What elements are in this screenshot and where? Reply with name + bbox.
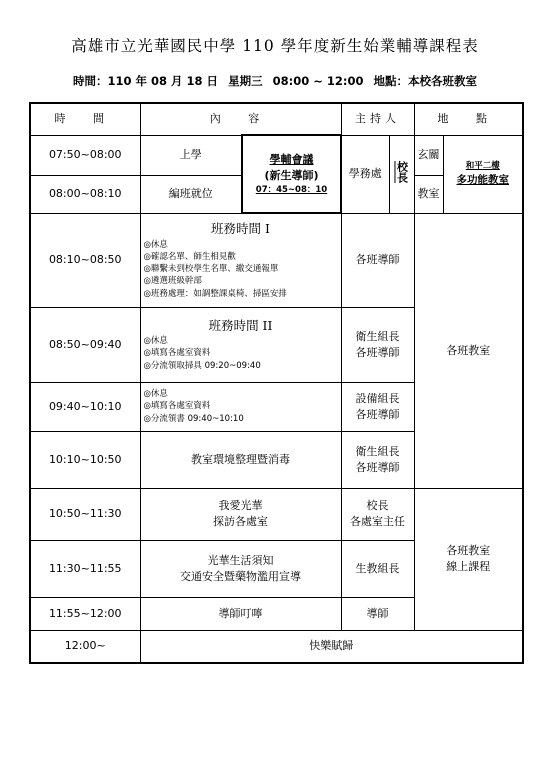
content-cell: 編班就位 [140, 175, 242, 213]
list-item: ◎休息 [143, 239, 168, 250]
meeting-place-class: 教室 [414, 175, 443, 213]
content-items [141, 335, 341, 372]
host-cell: 導師 [341, 597, 414, 630]
content-cell [140, 307, 341, 382]
host-cell: 生教組長 [341, 540, 414, 597]
content-cell: 教室環境整理暨消毒 [140, 431, 341, 488]
content-title: 班務時間 I [211, 221, 270, 237]
table-row [30, 213, 523, 307]
time-cell: 08:00~08:10 [30, 175, 140, 213]
content-cell: 導師叮嚀 [140, 597, 341, 630]
date-text: 時間：110 年 08 月 18 日 [73, 74, 219, 88]
time-cell: 07:50~08:00 [30, 135, 140, 175]
content-items [141, 239, 341, 301]
header-host: 主持人 [341, 103, 414, 135]
meeting-subtitle: (新生導師) [264, 168, 319, 182]
time-cell: 08:10~08:50 [30, 213, 140, 307]
place-class-rooms: 各班教室 [414, 213, 523, 488]
time-cell: 08:50~09:40 [30, 307, 140, 382]
list-item: ◎分流領取掃具 09:20~09:40 [143, 360, 261, 371]
header-place: 地 點 [414, 103, 523, 135]
meeting-host-principal: 校長 [395, 160, 409, 183]
content-cell [140, 213, 341, 307]
content-cell [140, 382, 341, 431]
header-content: 內 容 [140, 103, 341, 135]
content-cell: 快樂賦歸 [140, 630, 523, 663]
time-cell: 12:00~ [30, 630, 140, 663]
host-cell: 校長 各處室主任 [341, 488, 414, 540]
host-cell: 衛生組長 各班導師 [341, 307, 414, 382]
table-row [30, 630, 523, 663]
content-items [141, 388, 341, 425]
time-range-text: 08:00 ~ 12:00 [272, 74, 364, 88]
content-title: 班務時間 II [208, 317, 273, 333]
time-cell: 11:55~12:00 [30, 597, 140, 630]
list-item: ◎分流領書 09:40~10:10 [143, 413, 244, 424]
list-item: ◎填寫各處室資料 [143, 348, 211, 359]
weekday-text: 星期三 [228, 74, 263, 88]
meeting-title: 學輔會議 [269, 152, 314, 166]
meeting-host-office: 學務處 [341, 135, 389, 213]
meeting-room-line1: 和平二樓 [465, 161, 500, 172]
time-cell: 11:30~11:55 [30, 540, 140, 597]
content-cell: 上學 [140, 135, 242, 175]
host-cell: 衛生組長 各班導師 [341, 431, 414, 488]
header-time: 時 間 [30, 103, 140, 135]
list-item: ◎班務處理：如調整課桌椅、掃區安排 [143, 288, 287, 299]
meeting-room-line2: 多功能教室 [456, 173, 509, 186]
meeting-time: 07：45~08：10 [255, 184, 328, 195]
list-item: ◎填寫各處室資料 [143, 401, 211, 412]
place-class-rooms-online: 各班教室 線上課程 [414, 488, 523, 630]
list-item: ◎休息 [143, 336, 168, 347]
table-row [30, 488, 523, 540]
schedule-meta [0, 73, 550, 89]
list-item: ◎聯繫未到校學生名單、繳交通報單 [143, 264, 279, 275]
content-cell: 我愛光華 探訪各處室 [140, 488, 341, 540]
list-item: ◎遴選班級幹部 [143, 276, 202, 287]
meeting-place-room [443, 135, 523, 213]
meeting-host-principal-cell [389, 135, 414, 213]
header-row [30, 103, 523, 135]
schedule-table [29, 102, 524, 664]
meeting-place-area: 玄關 [414, 135, 443, 175]
host-cell: 設備組長 各班導師 [341, 382, 414, 431]
meeting-cell [242, 135, 341, 213]
place-text: 地點：本校各班教室 [373, 74, 477, 88]
time-cell: 10:10~10:50 [30, 431, 140, 488]
list-item: ◎確認名單、師生相見歡 [143, 251, 236, 262]
table-row [30, 135, 523, 175]
page-title: 高雄市立光華國民中學 110 學年度新生始業輔導課程表 [71, 37, 479, 55]
content-cell: 光華生活須知 交通安全暨藥物濫用宣導 [140, 540, 341, 597]
time-cell: 09:40~10:10 [30, 382, 140, 431]
time-cell: 10:50~11:30 [30, 488, 140, 540]
list-item: ◎休息 [143, 389, 168, 400]
host-cell: 各班導師 [341, 213, 414, 307]
